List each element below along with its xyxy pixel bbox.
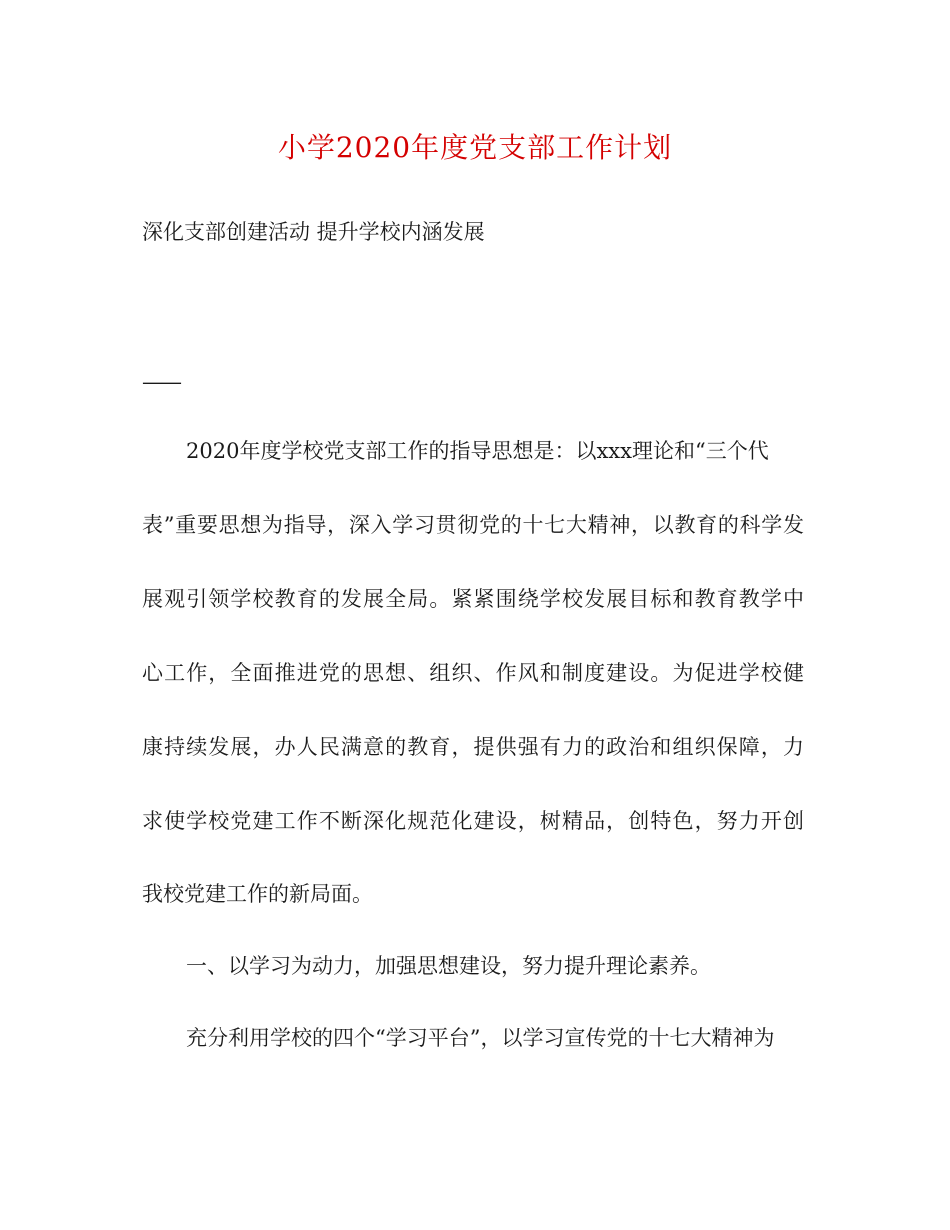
paragraph-1-line-2: 表”重要思想为指导，深入学习贯彻党的十七大精神，以教育的科学发 [142, 513, 804, 537]
paragraph-2-line-1: 充分利用学校的四个“学习平台”，以学习宣传党的十七大精神为 [186, 1026, 775, 1050]
document-subtitle: 深化支部创建活动 提升学校内涵发展 [142, 220, 485, 244]
document-title: 小学2020年度党支部工作计划 [277, 131, 673, 164]
paragraph-1-line-5: 康持续发展，办人民满意的教育，提供强有力的政治和组织保障，力 [142, 735, 804, 759]
separator-dash: —— [142, 370, 180, 394]
paragraph-1-line-1: 2020年度学校党支部工作的指导思想是：以xxx理论和“三个代 [186, 439, 769, 463]
paragraph-1-line-7: 我校党建工作的新局面。 [142, 882, 373, 906]
section-1-heading: 一、以学习为动力，加强思想建设，努力提升理论素养。 [186, 954, 711, 978]
paragraph-1-line-6: 求使学校党建工作不断深化规范化建设，树精品，创特色，努力开创 [142, 809, 804, 833]
paragraph-1-line-3: 展观引领学校教育的发展全局。紧紧围绕学校发展目标和教育教学中 [142, 587, 804, 611]
paragraph-1-line-4: 心工作，全面推进党的思想、组织、作风和制度建设。为促进学校健 [142, 661, 804, 685]
